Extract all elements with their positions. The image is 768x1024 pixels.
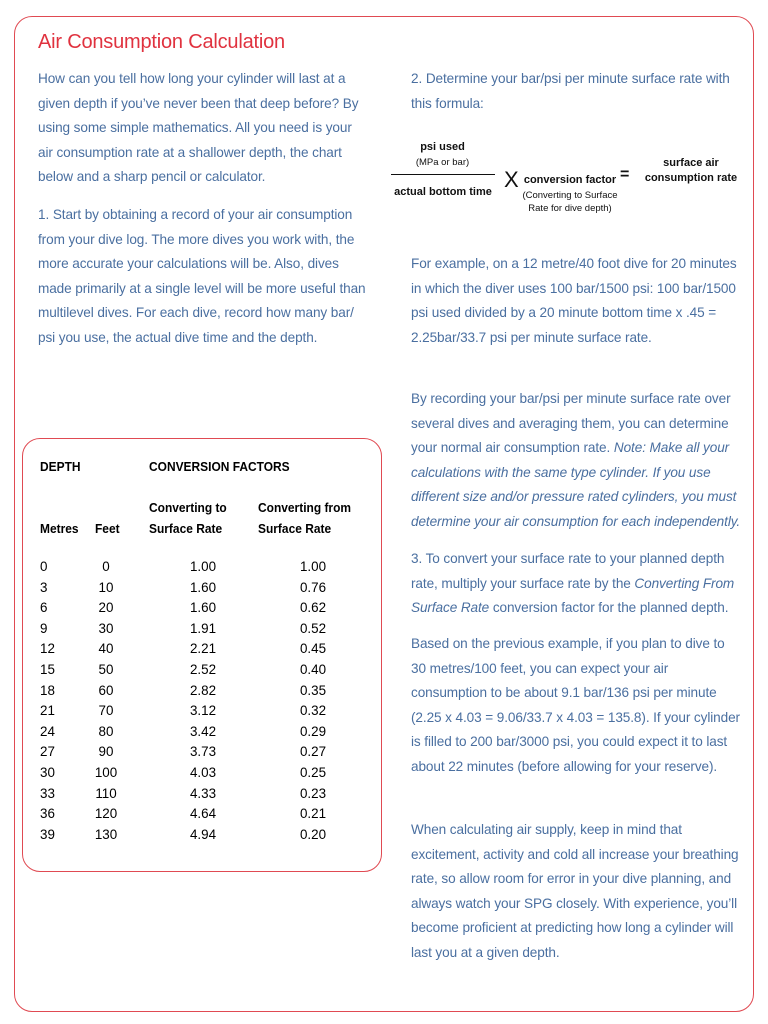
- converting-to-surface-header: Converting to Surface Rate: [149, 500, 227, 536]
- feet-cell: 20: [98, 600, 114, 616]
- feet-cell: 10: [98, 579, 114, 595]
- step2-text: 2. Determine your bar/psi per minute surface rate with this formula:: [411, 71, 730, 111]
- from-surface-cell: 0.20: [299, 826, 327, 842]
- table-row: [0, 806, 380, 827]
- table-row: [0, 683, 380, 704]
- metres-cell: 33: [40, 785, 55, 801]
- step3-text: [411, 547, 741, 621]
- step1-text: 1. Start by obtaining a record of your air consumption from your dive log. The more dives you work with, the more accurate your calculations will be. Also, dives made primarily at a single level will be more useful than multilevel dives. For each dive, record how many bar/ psi you use, the actual dive time and the depth.: [38, 207, 366, 345]
- to-surface-cell: 3.12: [189, 703, 217, 719]
- record-body: By recording your bar/psi per minute surface rate over several dives and averaging them, you can determine your normal air consumption rate.: [411, 391, 731, 456]
- table-row: [0, 662, 380, 683]
- to-surface-cell: 1.91: [189, 620, 217, 636]
- metres-cell: 27: [40, 744, 55, 760]
- to-surface-cell: 1.60: [189, 579, 217, 595]
- feet-cell: 0: [102, 559, 110, 574]
- to-surface-cell: 2.82: [189, 682, 217, 698]
- metres-cell: 15: [40, 662, 55, 677]
- metres-cell: 12: [40, 641, 55, 657]
- record-text: [411, 387, 741, 535]
- actual-bottom-time-label: actual bottom time: [394, 186, 492, 198]
- step2-paragraph: [411, 67, 741, 116]
- from-surface-cell: 0.21: [299, 806, 327, 822]
- feet-cell: 60: [98, 682, 114, 698]
- from-surface-cell: 0.76: [299, 579, 327, 595]
- from-surface-cell: 0.40: [299, 662, 327, 677]
- from-surface-cell: 1.00: [299, 559, 327, 574]
- feet-cell: 70: [98, 703, 114, 719]
- example-text: For example, on a 12 metre/40 foot dive for 20 minutes in which the diver uses 100 bar/1500 psi: 100 bar/1500 psi used divided by a 20 minute bottom time x .45 = 2.25bar/33.7 psi per minute surface rate.: [411, 256, 737, 345]
- closing-paragraph: [411, 818, 741, 966]
- based-text: Based on the previous example, if you plan to dive to 30 metres/100 feet, you can expect your air consumption to be about 9.1 bar/136 psi per minute (2.25 x 4.03 = 9.06/33.7 x 4.03 = 135.8). If your cylinder is filled to 200 bar/3000 psi, you could expect it to last about 22 minutes (before allowing for your reserve).: [411, 636, 740, 774]
- step3-body-b: conversion factor for the planned depth.: [489, 600, 729, 616]
- feet-cell: 90: [98, 744, 114, 760]
- metres-cell: 36: [40, 806, 55, 822]
- from-surface-cell: 0.52: [299, 620, 327, 636]
- table-row: [0, 580, 380, 601]
- psi-used-note: (MPa or bar): [415, 157, 470, 168]
- conversion-factors-header: CONVERSION FACTORS: [149, 459, 290, 474]
- based-paragraph: [411, 632, 741, 780]
- feet-cell: 80: [98, 723, 114, 739]
- from-surface-cell: 0.29: [299, 723, 327, 739]
- step3-body-a: 3. To convert your surface rate to your planned depth rate, multiply your surface rate by the: [411, 551, 725, 591]
- feet-cell: 110: [95, 785, 117, 801]
- record-note: Note: Make all your calculations with the same type cylinder. If you use different size and/or pressure rated cylinders, you must determine your air consumption for each independently.: [411, 440, 741, 529]
- metres-cell: 3: [40, 579, 48, 595]
- from-surface-cell: 0.25: [299, 765, 327, 780]
- depth-header: DEPTH: [40, 459, 81, 474]
- metres-cell: 18: [40, 682, 55, 698]
- feet-cell: 50: [98, 662, 114, 677]
- metres-cell: 9: [40, 620, 48, 636]
- step3-emphasis: Converting From Surface Rate: [411, 575, 735, 616]
- equals-sign: =: [620, 166, 630, 183]
- table-row: [0, 621, 380, 642]
- step3-paragraph: [411, 547, 741, 621]
- to-surface-cell: 4.64: [189, 806, 217, 822]
- from-surface-cell: 0.27: [299, 744, 327, 760]
- from-surface-cell: 0.62: [299, 600, 327, 616]
- to-surface-cell: 1.60: [189, 600, 217, 616]
- conversion-factor-note: (Converting to Surface Rate for dive depth): [522, 190, 618, 214]
- to-surface-cell: 4.03: [189, 765, 217, 780]
- feet-cell: 100: [94, 765, 118, 780]
- feet-header: Feet: [95, 521, 120, 536]
- feet-cell: 40: [98, 641, 114, 657]
- page-title: Air Consumption Calculation: [38, 31, 285, 53]
- table-row: [0, 641, 380, 662]
- from-surface-cell: 0.23: [299, 785, 327, 801]
- example-paragraph: [411, 252, 741, 350]
- to-surface-cell: 3.42: [189, 723, 217, 739]
- record-paragraph: [411, 387, 741, 535]
- step1-paragraph: [38, 203, 366, 351]
- intro-paragraph: [38, 67, 366, 190]
- converting-from-surface-header: Converting from Surface Rate: [258, 500, 352, 536]
- to-surface-cell: 1.00: [189, 559, 217, 574]
- metres-cell: 39: [40, 826, 55, 842]
- metres-cell: 24: [40, 723, 55, 739]
- table-row: [0, 600, 380, 621]
- table-row: [0, 765, 380, 786]
- table-row: [0, 827, 380, 848]
- feet-cell: 120: [94, 806, 118, 822]
- metres-cell: 6: [40, 600, 48, 616]
- table-row: [0, 559, 380, 580]
- to-surface-cell: 2.52: [189, 662, 217, 677]
- fraction-line: [391, 174, 495, 175]
- air-consumption-formula: [390, 138, 740, 224]
- metres-cell: 21: [40, 703, 55, 719]
- metres-header: Metres: [40, 521, 79, 536]
- multiply-sign: X: [504, 167, 519, 192]
- from-surface-cell: 0.32: [299, 703, 327, 719]
- closing-text: When calculating air supply, keep in mind that excitement, activity and cold all increase your breathing rate, so allow room for error in your dive planning, and always watch your SPG closely. With experience, you’ll become proficient at predicting how long a cylinder will last you at a given depth.: [411, 822, 739, 960]
- table-row: [0, 744, 380, 765]
- metres-cell: 30: [40, 765, 55, 780]
- table-row: [0, 703, 380, 724]
- table-row: [0, 786, 380, 807]
- table-row: [0, 724, 380, 745]
- metres-cell: 0: [40, 559, 48, 574]
- from-surface-cell: 0.35: [299, 682, 327, 698]
- conversion-factor-label: conversion factor: [523, 174, 617, 186]
- to-surface-cell: 2.21: [189, 641, 217, 657]
- intro-text: How can you tell how long your cylinder will last at a given depth if you’ve never been that deep before? By using some simple mathematics. All you need is your air consumption rate at a shallower depth, the chart below and a sharp pencil or calculator.: [38, 71, 359, 185]
- surface-air-consumption-rate-label: surface air consumption rate: [644, 157, 738, 184]
- to-surface-cell: 3.73: [189, 744, 217, 760]
- feet-cell: 130: [94, 826, 118, 842]
- to-surface-cell: 4.94: [189, 826, 217, 842]
- to-surface-cell: 4.33: [189, 785, 217, 801]
- psi-used-label: psi used: [420, 141, 465, 153]
- feet-cell: 30: [98, 620, 114, 636]
- from-surface-cell: 0.45: [299, 641, 327, 657]
